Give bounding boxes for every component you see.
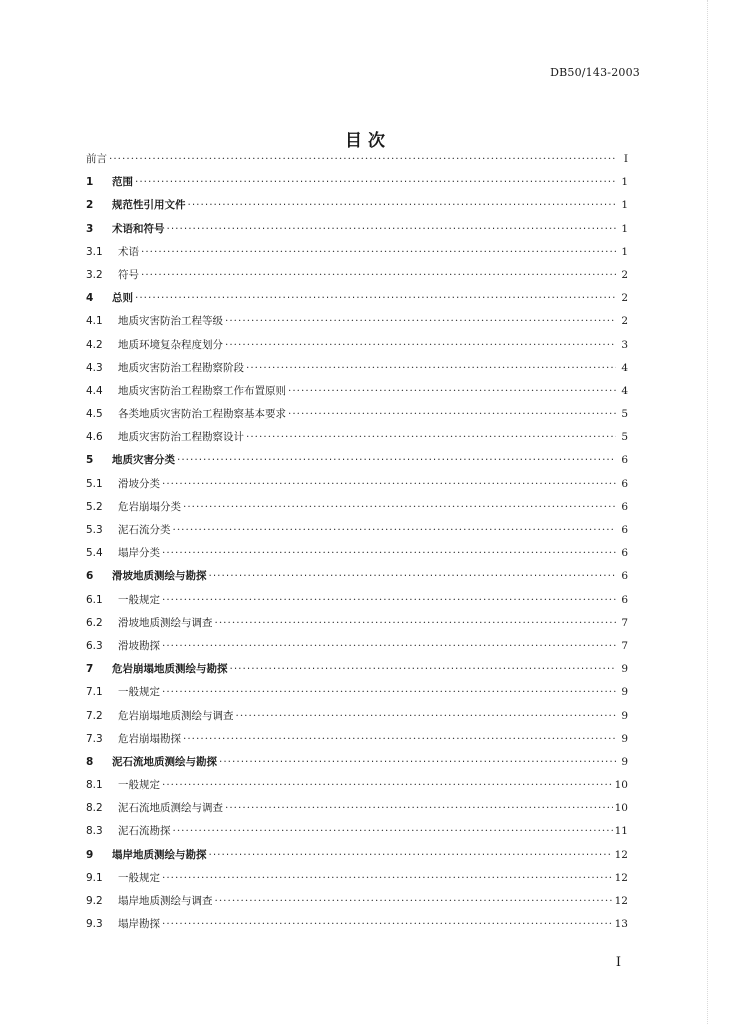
toc-entry-page: 11 [614,825,628,838]
toc-entry-number: 4.4 [86,384,103,397]
toc-entry-title: 前言 [86,153,107,165]
toc-entry-page: 9 [621,755,628,768]
toc-entry-title: 滑坡地质测绘与调查 [118,616,213,629]
toc-entry-number: 8.1 [86,779,103,792]
toc-entry-page: 6 [621,593,628,606]
toc-entry[interactable] [86,867,628,890]
toc-entry-number: 8.2 [86,802,103,815]
toc-entry-number: 4.6 [86,431,103,444]
toc-entry[interactable] [86,635,628,658]
toc-entry-title: 塌岸分类 [118,547,160,560]
toc-entry-title: 术语和符号 [112,222,165,235]
toc-entry[interactable] [86,705,628,728]
toc-leader-dots [225,797,613,820]
toc-leader-dots [183,496,616,519]
toc-entry-title: 泥石流勘探 [118,825,171,838]
toc-entry[interactable] [86,844,628,867]
toc-entry-title: 泥石流地质测绘与勘探 [112,755,217,768]
toc-entry[interactable] [86,194,628,217]
toc-leader-dots [219,751,616,774]
toc-entry-page: 9 [621,732,628,745]
toc-entry-page: 9 [621,663,628,676]
toc-entry[interactable] [86,728,628,751]
toc-entry-title: 地质灾害防治工程等级 [118,315,223,328]
toc-leader-dots [162,774,613,797]
toc-entry-title: 地质灾害防治工程勘察工作布置原则 [118,384,286,397]
document-number: DB50/143-2003 [550,66,640,79]
page-title: 目 次 [345,131,385,151]
toc-entry-page: 10 [614,779,628,792]
toc-entry-number: 6.3 [86,639,103,652]
toc-entry-title: 一般规定 [118,779,160,792]
toc-entry-number: 4.3 [86,361,103,374]
toc-entry-title: 泥石流分类 [118,524,171,536]
toc-entry[interactable] [86,264,628,287]
toc-entry-number: 5 [86,454,94,467]
toc-entry-number: 4.1 [86,315,103,328]
toc-entry-number: 9.2 [86,895,103,907]
toc-entry-number: 9.1 [86,871,103,884]
toc-leader-dots [167,218,617,241]
toc-entry-title: 塌岸地质测绘与调查 [118,895,213,907]
toc-entry-title: 范围 [112,176,133,189]
toc-entry[interactable] [86,310,628,333]
toc-entry[interactable] [86,658,628,681]
toc-entry-number: 7.3 [86,732,103,745]
toc-entry-number: 7 [86,663,94,676]
toc-entry-number: 5.2 [86,500,103,513]
toc-entry-page: 6 [621,524,628,536]
toc-entry-page: 1 [621,176,628,189]
toc-entry-number: 6 [86,570,94,583]
toc-entry-number: 5.1 [86,477,103,490]
toc-entry[interactable] [86,218,628,241]
toc-leader-dots [288,380,616,403]
toc-leader-dots [173,519,617,542]
toc-entry-page: 6 [621,477,628,490]
toc-entry[interactable] [86,751,628,774]
toc-entry-page: 2 [621,292,628,305]
toc-entry[interactable] [86,913,628,936]
toc-entry-title: 一般规定 [118,871,160,884]
toc-leader-dots [162,913,613,936]
toc-entry[interactable] [86,403,628,426]
toc-entry-page: 1 [621,245,628,258]
toc-entry-page: 1 [621,222,628,235]
toc-leader-dots [135,171,616,194]
toc-entry-number: 5.3 [86,524,103,536]
toc-entry-title: 一般规定 [118,686,160,699]
toc-entry-number: 2 [86,199,94,212]
toc-entry[interactable] [86,496,628,519]
toc-entry[interactable] [86,357,628,380]
toc-entry-title: 塌岸勘探 [118,918,160,931]
toc-entry-number: 3 [86,222,94,235]
toc-entry-title: 危岩崩塌分类 [118,500,181,513]
toc-leader-dots [173,820,613,843]
toc-entry-page: 5 [621,431,628,444]
toc-entry-page: 6 [621,454,628,467]
toc-entry-number: 9 [86,848,94,861]
toc-entry-title: 危岩崩塌勘探 [118,732,181,745]
toc-entry-title: 规范性引用文件 [112,199,186,212]
toc-entry-title: 术语 [118,245,139,258]
toc-leader-dots [246,357,616,380]
toc-entry-title: 地质灾害防治工程勘察设计 [118,431,244,444]
toc-leader-dots [225,310,616,333]
toc-entry-title: 危岩崩塌地质测绘与勘探 [112,663,228,676]
toc-entry[interactable] [86,473,628,496]
toc-entry-title: 滑坡勘探 [118,639,160,652]
toc-entry-number: 4.5 [86,408,103,421]
toc-entry-page: 9 [621,709,628,722]
toc-leader-dots [135,287,616,310]
toc-entry-number: 1 [86,176,94,189]
toc-entry-title: 地质灾害分类 [112,454,175,467]
toc-entry[interactable] [86,380,628,403]
toc-entry-number: 6.1 [86,593,103,606]
toc-leader-dots [230,658,617,681]
toc-entry-title: 总则 [112,292,133,305]
toc-leader-dots [246,426,616,449]
toc-entry[interactable] [86,797,628,820]
toc-entry-title: 地质环境复杂程度划分 [118,338,223,351]
toc-leader-dots [141,241,616,264]
toc-entry-title: 各类地质灾害防治工程勘察基本要求 [118,408,286,421]
toc-leader-dots [209,844,613,867]
toc-entry-page: I [623,153,628,165]
toc-leader-dots [225,334,616,357]
toc-entry-number: 7.1 [86,686,103,699]
toc-entry-number: 3.2 [86,268,103,281]
toc-entry[interactable] [86,589,628,612]
toc-leader-dots [162,867,613,890]
toc-entry-page: 5 [621,408,628,421]
toc-entry[interactable] [86,449,628,472]
toc-entry[interactable] [86,820,628,843]
toc-entry-page: 10 [614,802,628,815]
toc-entry-page: 6 [621,500,628,513]
toc-entry-number: 4.2 [86,338,103,351]
toc-entry-title: 泥石流地质测绘与调查 [118,802,223,815]
page-number: I [615,955,621,970]
toc-entry[interactable] [86,565,628,588]
toc-entry-page: 4 [621,384,628,397]
toc-leader-dots [183,728,616,751]
toc-entry-number: 4 [86,292,94,305]
toc-leader-dots [162,589,616,612]
toc-leader-dots [141,264,616,287]
toc-entry-title: 地质灾害防治工程勘察阶段 [118,361,244,374]
toc-entry[interactable] [86,426,628,449]
toc-entry-page: 3 [621,338,628,351]
toc-entry[interactable] [86,148,628,171]
toc-entry-number: 7.2 [86,709,103,722]
toc-entry-number: 6.2 [86,616,103,629]
toc-entry-title: 滑坡分类 [118,477,160,490]
toc-entry[interactable] [86,241,628,264]
toc-entry-page: 2 [621,268,628,281]
toc-entry-page: 13 [614,918,628,931]
toc-entry-page: 7 [621,616,628,629]
toc-leader-dots [162,473,616,496]
toc-entry-title: 滑坡地质测绘与勘探 [112,570,207,583]
toc-entry-page: 6 [621,570,628,583]
toc-entry-number: 3.1 [86,245,103,258]
toc-entry[interactable] [86,542,628,565]
toc-entry-page: 6 [621,547,628,560]
toc-entry-title: 符号 [118,268,139,281]
toc-entry-page: 4 [621,361,628,374]
toc-entry[interactable] [86,774,628,797]
toc-leader-dots [162,681,616,704]
toc-leader-dots [177,449,616,472]
toc-entry[interactable] [86,681,628,704]
toc-leader-dots [236,705,617,728]
toc-entry[interactable] [86,890,628,913]
toc-entry-number: 5.4 [86,547,103,560]
toc-entry-title: 危岩崩塌地质测绘与调查 [118,709,234,722]
toc-leader-dots [215,890,613,913]
toc-entry-number: 8 [86,755,94,768]
toc-entry[interactable] [86,171,628,194]
toc-leader-dots [188,194,617,217]
toc-entry[interactable] [86,612,628,635]
toc-entry[interactable] [86,334,628,357]
toc-entry-page: 9 [621,686,628,699]
toc-leader-dots [162,635,616,658]
toc-entry[interactable] [86,519,628,542]
toc-leader-dots [215,612,617,635]
toc-leader-dots [162,542,616,565]
toc-entry-title: 一般规定 [118,593,160,606]
toc-entry-page: 2 [621,315,628,328]
toc-leader-dots [109,148,616,171]
toc-entry-title: 塌岸地质测绘与勘探 [112,848,207,861]
toc-entry-page: 7 [621,639,628,652]
toc-entry-page: 12 [614,848,628,861]
toc-leader-dots [288,403,616,426]
scan-edge-artifact [707,0,708,1024]
toc-entry-page: 12 [614,895,628,907]
toc-entry-page: 12 [614,871,628,884]
toc-entry-page: 1 [621,199,628,212]
toc-entry-number: 9.3 [86,918,103,931]
toc-leader-dots [209,565,617,588]
table-of-contents [86,148,628,936]
toc-entry-number: 8.3 [86,825,103,838]
toc-entry[interactable] [86,287,628,310]
